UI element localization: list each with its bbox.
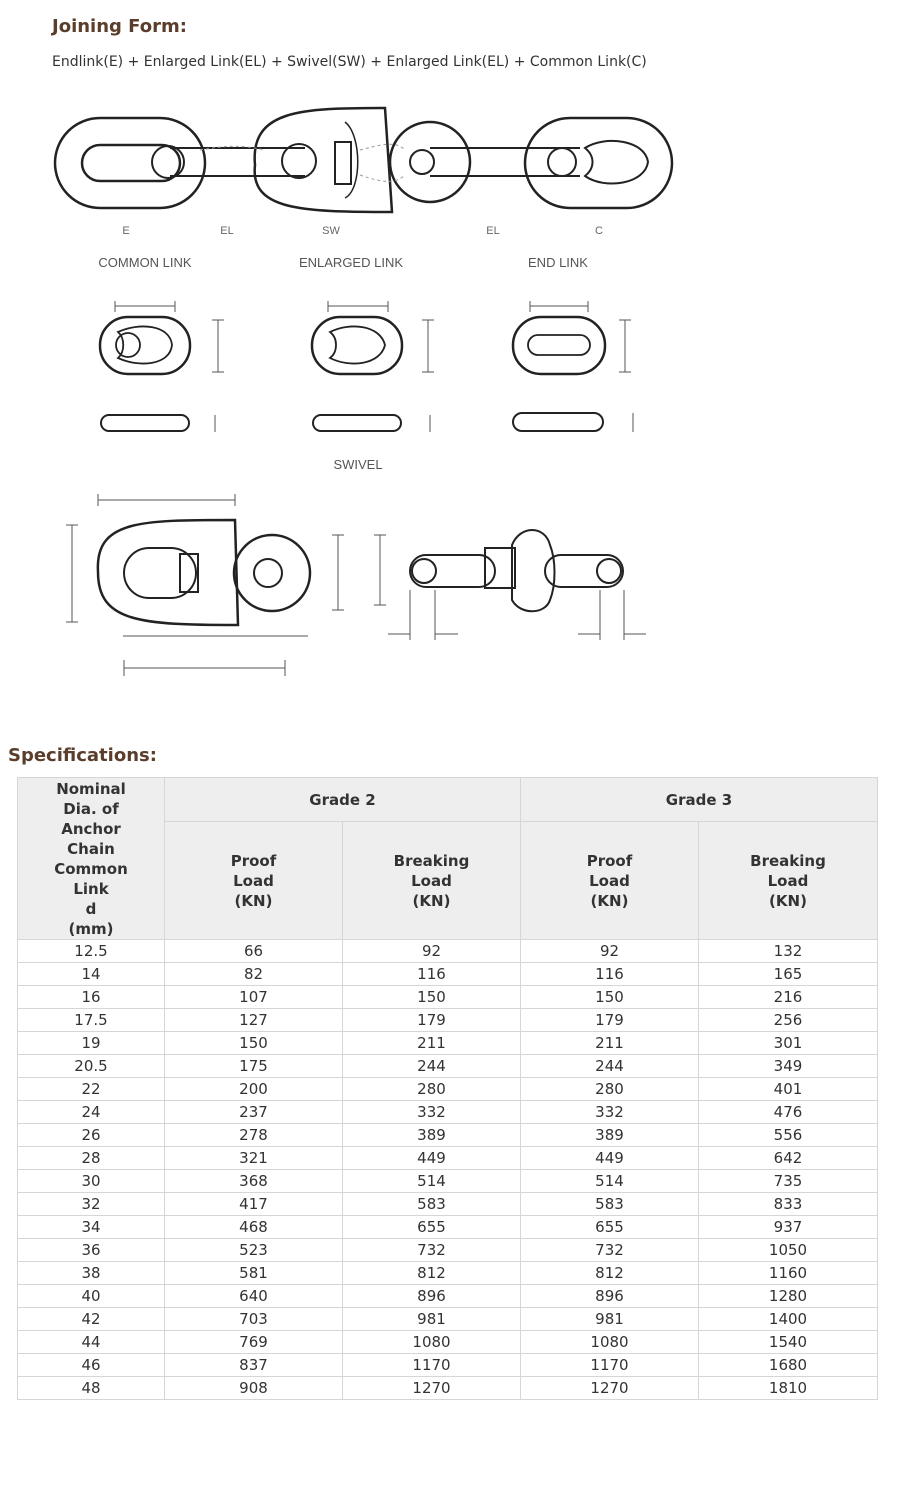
table-cell: 179	[521, 1009, 699, 1032]
table-row	[18, 1377, 878, 1400]
table-row	[18, 1331, 878, 1354]
caption-end-link: END LINK	[528, 255, 588, 270]
specifications-table	[17, 777, 878, 1400]
table-cell: 22	[18, 1078, 165, 1101]
table-cell: 812	[521, 1262, 699, 1285]
table-row	[18, 1354, 878, 1377]
table-cell: 640	[165, 1285, 343, 1308]
table-cell: 116	[343, 963, 521, 986]
table-cell: 735	[699, 1170, 878, 1193]
table-cell: 655	[343, 1216, 521, 1239]
table-row	[18, 1193, 878, 1216]
table-cell: 1540	[699, 1331, 878, 1354]
table-row	[18, 1078, 878, 1101]
table-cell: 40	[18, 1285, 165, 1308]
table-cell: 280	[521, 1078, 699, 1101]
table-cell: 981	[521, 1308, 699, 1331]
table-cell: 833	[699, 1193, 878, 1216]
table-cell: 449	[343, 1147, 521, 1170]
table-row	[18, 1147, 878, 1170]
table-row	[18, 940, 878, 963]
swivel-eye-shape	[390, 122, 470, 202]
table-row	[18, 963, 878, 986]
table-cell: 244	[343, 1055, 521, 1078]
caption-common-link: COMMON LINK	[98, 255, 192, 270]
table-cell: 937	[699, 1216, 878, 1239]
table-cell: 1280	[699, 1285, 878, 1308]
chain-diagram	[0, 80, 901, 700]
table-cell: 42	[18, 1308, 165, 1331]
assembly-label-e: E	[122, 225, 130, 237]
table-cell: 349	[699, 1055, 878, 1078]
table-cell: 837	[165, 1354, 343, 1377]
table-cell: 12.5	[18, 940, 165, 963]
table-cell: 583	[521, 1193, 699, 1216]
table-cell: 732	[343, 1239, 521, 1262]
table-row	[18, 1101, 878, 1124]
table-cell: 244	[521, 1055, 699, 1078]
swivel-body-shape	[255, 108, 392, 212]
table-cell: 514	[521, 1170, 699, 1193]
table-cell: 1080	[343, 1331, 521, 1354]
table-cell: 36	[18, 1239, 165, 1262]
table-cell: 812	[343, 1262, 521, 1285]
table-cell: 20.5	[18, 1055, 165, 1078]
table-cell: 211	[521, 1032, 699, 1055]
table-cell: 1400	[699, 1308, 878, 1331]
table-cell: 30	[18, 1170, 165, 1193]
table-cell: 769	[165, 1331, 343, 1354]
table-cell: 332	[343, 1101, 521, 1124]
caption-swivel: SWIVEL	[333, 457, 383, 472]
table-cell: 16	[18, 986, 165, 1009]
table-row	[18, 986, 878, 1009]
table-cell: 655	[521, 1216, 699, 1239]
table-cell: 175	[165, 1055, 343, 1078]
table-cell: 389	[521, 1124, 699, 1147]
table-cell: 981	[343, 1308, 521, 1331]
joining-form-formula: Endlink(E) + Enlarged Link(EL) + Swivel(SW) + Enlarged Link(EL) + Common Link(C)	[52, 54, 647, 70]
table-cell: 46	[18, 1354, 165, 1377]
table-cell: 321	[165, 1147, 343, 1170]
table-row	[18, 1285, 878, 1308]
table-cell: 200	[165, 1078, 343, 1101]
table-row	[18, 1262, 878, 1285]
table-cell: 280	[343, 1078, 521, 1101]
specifications-title: Specifications:	[8, 745, 157, 766]
table-cell: 150	[165, 1032, 343, 1055]
header-grade-3: Grade 3	[521, 778, 878, 822]
table-cell: 211	[343, 1032, 521, 1055]
table-cell: 1160	[699, 1262, 878, 1285]
table-cell: 401	[699, 1078, 878, 1101]
table-cell: 1270	[343, 1377, 521, 1400]
table-cell: 468	[165, 1216, 343, 1239]
header-grade2-proof-load: Proof Load (KN)	[165, 822, 343, 940]
table-cell: 581	[165, 1262, 343, 1285]
table-cell: 26	[18, 1124, 165, 1147]
header-nominal-diameter: Nominal Dia. of Anchor Chain Common Link d (mm)	[18, 778, 165, 940]
table-cell: 301	[699, 1032, 878, 1055]
table-cell: 150	[521, 986, 699, 1009]
table-row	[18, 1032, 878, 1055]
table-cell: 132	[699, 940, 878, 963]
end-link-shape	[55, 118, 205, 208]
table-cell: 48	[18, 1377, 165, 1400]
table-cell: 127	[165, 1009, 343, 1032]
table-cell: 14	[18, 963, 165, 986]
table-cell: 256	[699, 1009, 878, 1032]
table-cell: 216	[699, 986, 878, 1009]
table-cell: 28	[18, 1147, 165, 1170]
table-cell: 476	[699, 1101, 878, 1124]
table-cell: 1170	[521, 1354, 699, 1377]
table-row	[18, 1009, 878, 1032]
table-cell: 92	[343, 940, 521, 963]
specifications-table-body	[18, 940, 878, 1400]
table-cell: 150	[343, 986, 521, 1009]
table-cell: 703	[165, 1308, 343, 1331]
assembly-label-el-2: EL	[486, 225, 500, 237]
assembly-label-sw: SW	[322, 225, 340, 237]
table-cell: 237	[165, 1101, 343, 1124]
table-cell: 92	[521, 940, 699, 963]
table-cell: 732	[521, 1239, 699, 1262]
table-cell: 908	[165, 1377, 343, 1400]
table-cell: 66	[165, 940, 343, 963]
caption-enlarged-link: ENLARGED LINK	[298, 255, 404, 270]
table-cell: 107	[165, 986, 343, 1009]
table-cell: 642	[699, 1147, 878, 1170]
header-grade3-proof-load: Proof Load (KN)	[521, 822, 699, 940]
table-cell: 583	[343, 1193, 521, 1216]
table-cell: 116	[521, 963, 699, 986]
table-row	[18, 1239, 878, 1262]
table-cell: 1680	[699, 1354, 878, 1377]
table-cell: 82	[165, 963, 343, 986]
table-cell: 32	[18, 1193, 165, 1216]
table-cell: 24	[18, 1101, 165, 1124]
table-row	[18, 1170, 878, 1193]
table-row	[18, 1216, 878, 1239]
table-cell: 417	[165, 1193, 343, 1216]
header-grade-2: Grade 2	[165, 778, 521, 822]
header-grade3-breaking-load: Breaking Load (KN)	[699, 822, 878, 940]
table-cell: 34	[18, 1216, 165, 1239]
joining-form-title: Joining Form:	[52, 16, 187, 37]
table-cell: 1080	[521, 1331, 699, 1354]
table-cell: 896	[521, 1285, 699, 1308]
table-cell: 19	[18, 1032, 165, 1055]
table-cell: 1050	[699, 1239, 878, 1262]
table-cell: 165	[699, 963, 878, 986]
table-cell: 1810	[699, 1377, 878, 1400]
table-cell: 332	[521, 1101, 699, 1124]
assembly-label-el-1: EL	[220, 225, 234, 237]
table-cell: 1270	[521, 1377, 699, 1400]
table-cell: 17.5	[18, 1009, 165, 1032]
table-row	[18, 1055, 878, 1078]
table-cell: 523	[165, 1239, 343, 1262]
table-cell: 278	[165, 1124, 343, 1147]
table-row	[18, 1308, 878, 1331]
table-cell: 449	[521, 1147, 699, 1170]
header-grade2-breaking-load: Breaking Load (KN)	[343, 822, 521, 940]
table-cell: 556	[699, 1124, 878, 1147]
table-cell: 38	[18, 1262, 165, 1285]
table-cell: 1170	[343, 1354, 521, 1377]
table-cell: 368	[165, 1170, 343, 1193]
table-row	[18, 1124, 878, 1147]
table-cell: 179	[343, 1009, 521, 1032]
table-cell: 389	[343, 1124, 521, 1147]
table-cell: 896	[343, 1285, 521, 1308]
assembly-label-c: C	[595, 225, 603, 237]
table-cell: 44	[18, 1331, 165, 1354]
table-cell: 514	[343, 1170, 521, 1193]
